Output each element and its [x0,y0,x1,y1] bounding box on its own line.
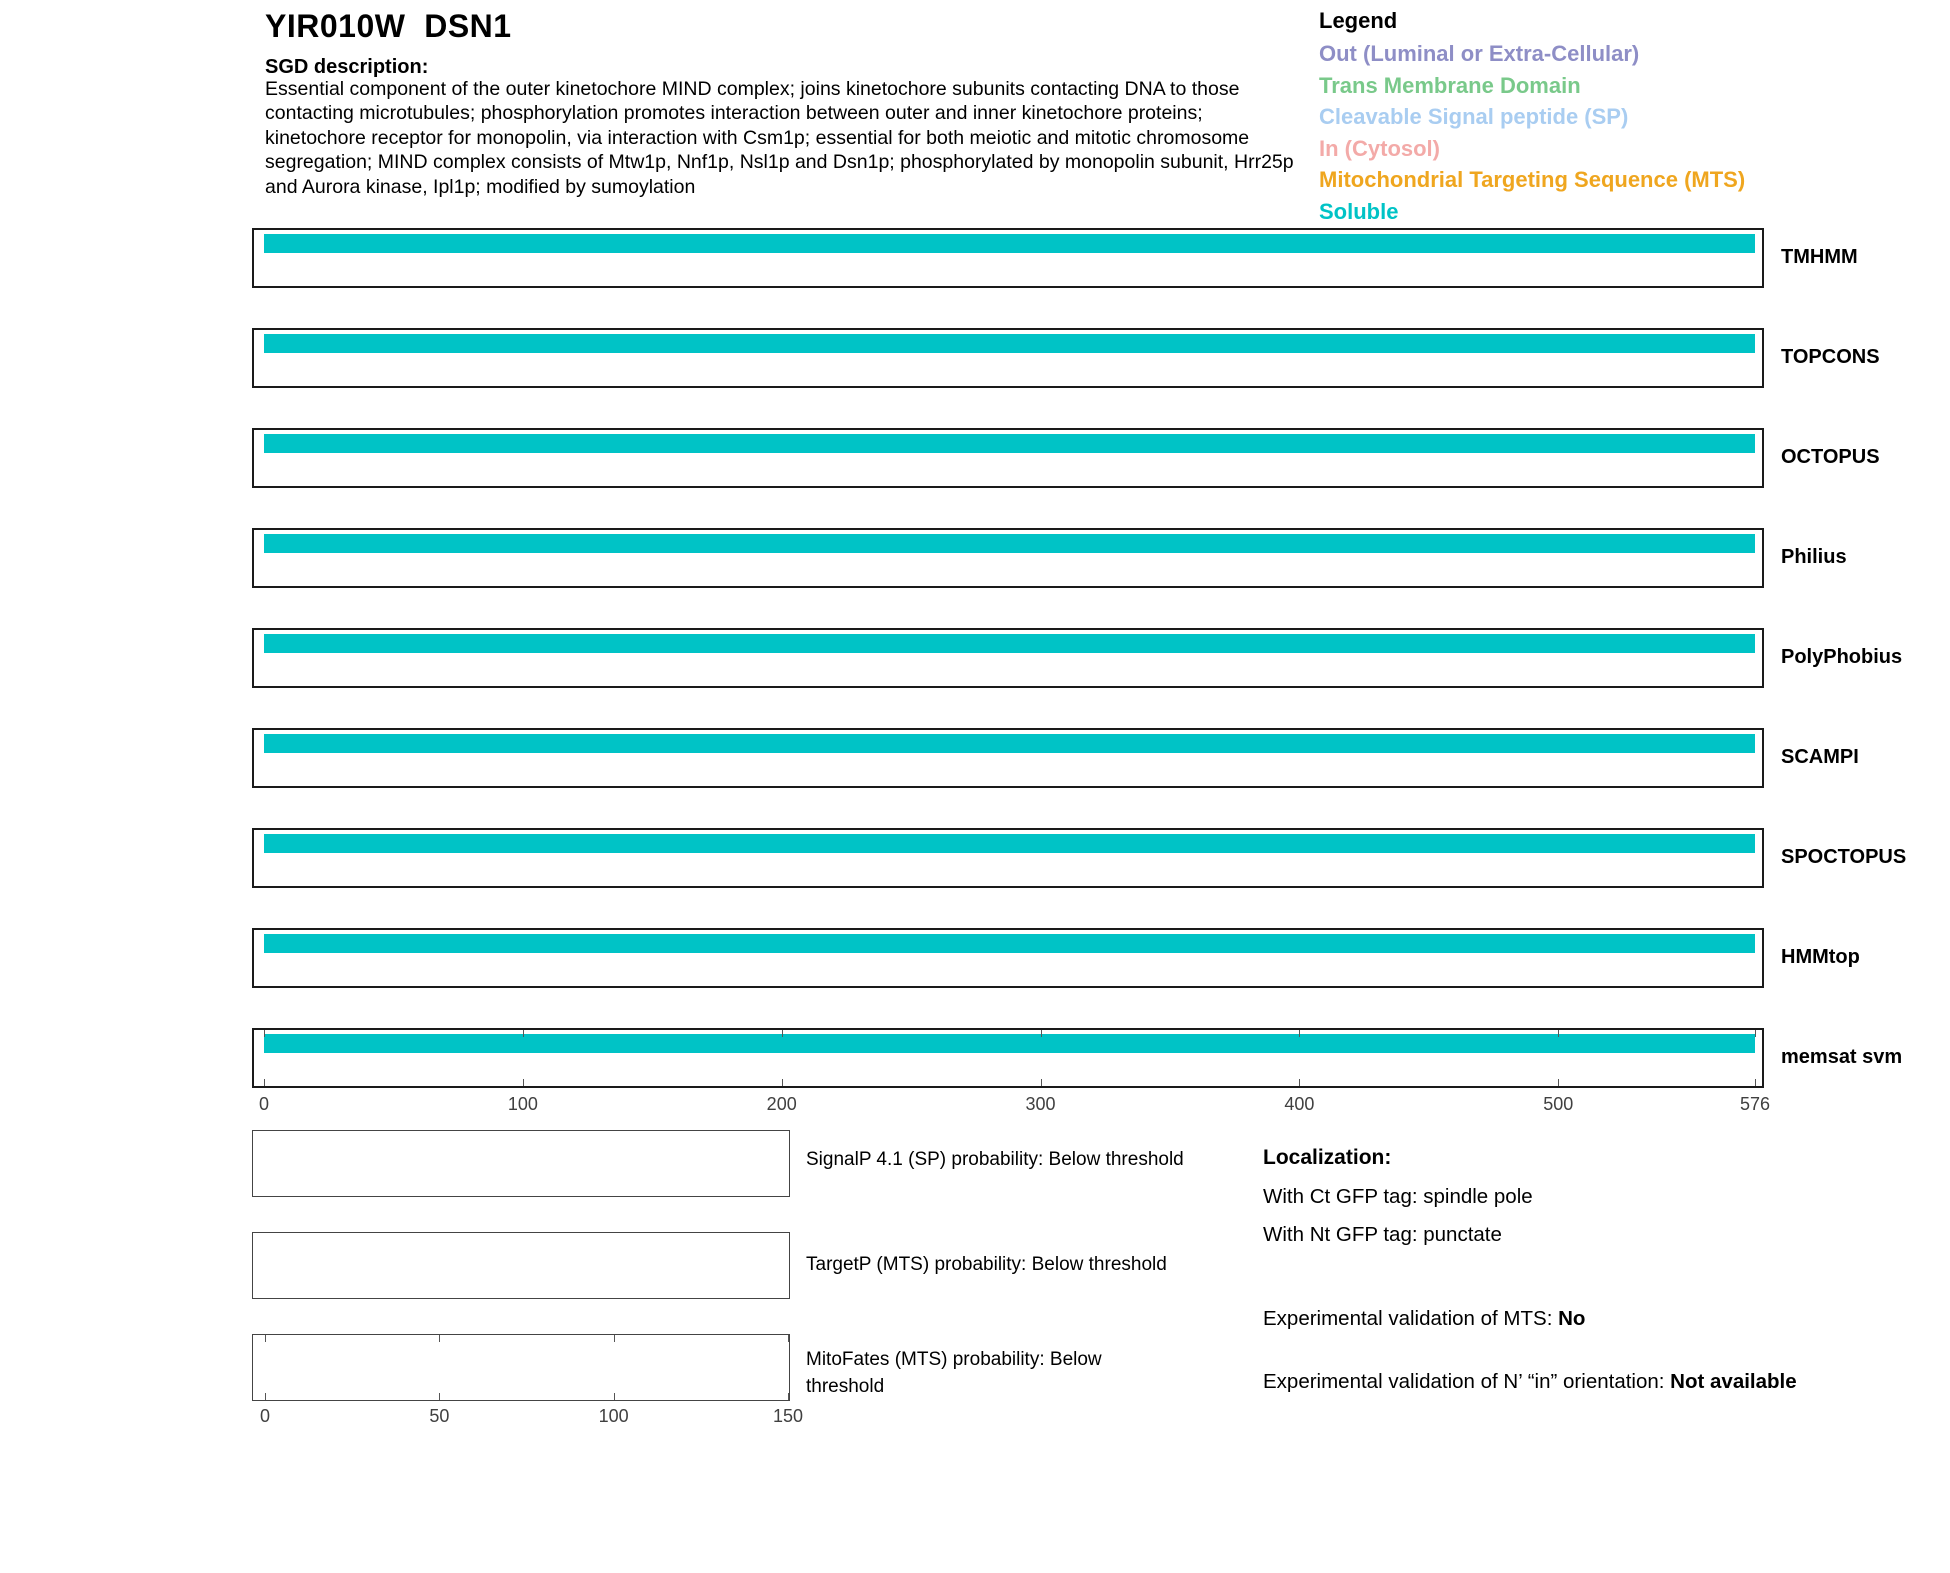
localization-nt-gfp-line: With Nt GFP tag: punctate [1263,1223,1502,1246]
track-label-spoctopus: SPOCTOPUS [1781,846,1907,868]
x-axis-tick-label: 300 [1025,1094,1056,1114]
legend-item-out: Out (Luminal or Extra-Cellular) [1319,41,1640,66]
axis-tick [1755,1079,1756,1086]
x-axis-tick-label: 500 [1543,1094,1574,1114]
legend-item-cleavable: Cleavable Signal peptide (SP) [1319,104,1629,129]
legend-item-mitochondrial: Mitochondrial Targeting Sequence (MTS) [1319,167,1746,192]
axis-tick [614,1393,615,1400]
segment-soluble [264,934,1755,953]
orientation-validation-label: Experimental validation of N’ “in” orientation: [1263,1370,1671,1393]
track-label-tmhmm: TMHMM [1781,246,1858,268]
track-label-philius: Philius [1781,546,1847,568]
probability-plot-caption-mitofates: MitoFates (MTS) probability: Below threshold [806,1349,1102,1397]
legend-item-in: In (Cytosol) [1319,135,1440,161]
x-axis-tick-label: 400 [1284,1094,1315,1114]
axis-tick [265,1393,266,1400]
axis-tick [1558,1079,1559,1086]
orientation-validation-line [1263,1366,1838,1398]
axis-tick [782,1079,783,1086]
x-axis-tick-label: 576 [1739,1094,1771,1114]
axis-tick [1755,1030,1756,1037]
axis-tick [614,1335,615,1342]
axis-tick [264,1079,265,1086]
x-axis-tick-label: 100 [507,1094,538,1114]
axis-tick [265,1335,266,1342]
track-label-memsat-svm: memsat svm [1781,1046,1903,1068]
track-label-octopus: OCTOPUS [1781,446,1880,468]
localization-ct-gfp-line: With Ct GFP tag: spindle pole [1263,1185,1533,1208]
segment-soluble [264,234,1755,253]
legend-heading: Legend [1319,8,1398,33]
probability-plot-caption-targetp: TargetP (MTS) probability: Below threshold [806,1254,1167,1275]
segment-soluble [264,434,1755,453]
probability-x-tick-label: 150 [772,1406,804,1426]
mts-validation-value: No [1558,1307,1586,1330]
probability-x-tick-label: 0 [259,1406,271,1426]
segment-soluble [264,834,1755,853]
axis-tick [523,1030,524,1037]
axis-tick [439,1393,440,1400]
track-label-topcons: TOPCONS [1781,346,1880,368]
track-label-hmmtop: HMMtop [1781,946,1860,968]
axis-tick [1558,1030,1559,1037]
axis-tick [439,1335,440,1342]
segment-soluble [264,334,1755,353]
axis-tick [788,1335,789,1342]
segment-soluble [264,534,1755,553]
probability-plot-box-signalp [252,1130,790,1197]
orientation-validation-value: Not available [1670,1370,1797,1393]
legend [1319,38,1745,227]
axis-tick [788,1393,789,1400]
x-axis-tick-label: 0 [258,1094,270,1114]
probability-x-tick-label: 50 [429,1406,450,1426]
legend-item-soluble: Soluble [1319,198,1399,224]
axis-tick [523,1079,524,1086]
axis-tick [1299,1030,1300,1037]
track-label-scampi: SCAMPI [1781,746,1859,768]
mts-validation-label: Experimental validation of MTS: [1263,1307,1559,1330]
axis-tick [1041,1079,1042,1086]
gene-title: YIR010W DSN1 [265,8,512,44]
segment-soluble [264,1034,1755,1053]
probability-plot-caption-signalp: SignalP 4.1 (SP) probability: Below threshold [806,1149,1184,1170]
segment-soluble [264,634,1755,653]
sgd-description-label: SGD description: [265,56,429,78]
axis-tick [264,1030,265,1037]
probability-x-tick-label: 100 [598,1406,629,1426]
probability-plot-box-targetp [252,1232,790,1299]
segment-soluble [264,734,1755,753]
axis-tick [1041,1030,1042,1037]
axis-tick [782,1030,783,1037]
sgd-description-text: Essential component of the outer kinetochore MIND complex; joins kinetochore subunits contacting DNA to those contacting microtubules; phosphorylation promotes interaction between outer and inner kinetochore proteins; kinetochore receptor for monopolin, via interaction with Csm1p; essential for both meiotic and mitotic chromosome segregation; MIND complex consists of Mtw1p, Nnf1p, Nsl1p and Dsn1p; phosphorylated by monopolin subunit, Hrr25p and Aurora kinase, Ipl1p; modified by sumoylation [265,78,1294,198]
x-axis-tick-label: 200 [766,1094,797,1114]
track-label-polyphobius: PolyPhobius [1781,646,1903,668]
legend-item-trans: Trans Membrane Domain [1319,72,1581,98]
probability-plot-box-mitofates [252,1334,790,1401]
localization-heading: Localization: [1263,1146,1392,1169]
axis-tick [1299,1079,1300,1086]
mts-validation-line [1263,1306,1883,1332]
